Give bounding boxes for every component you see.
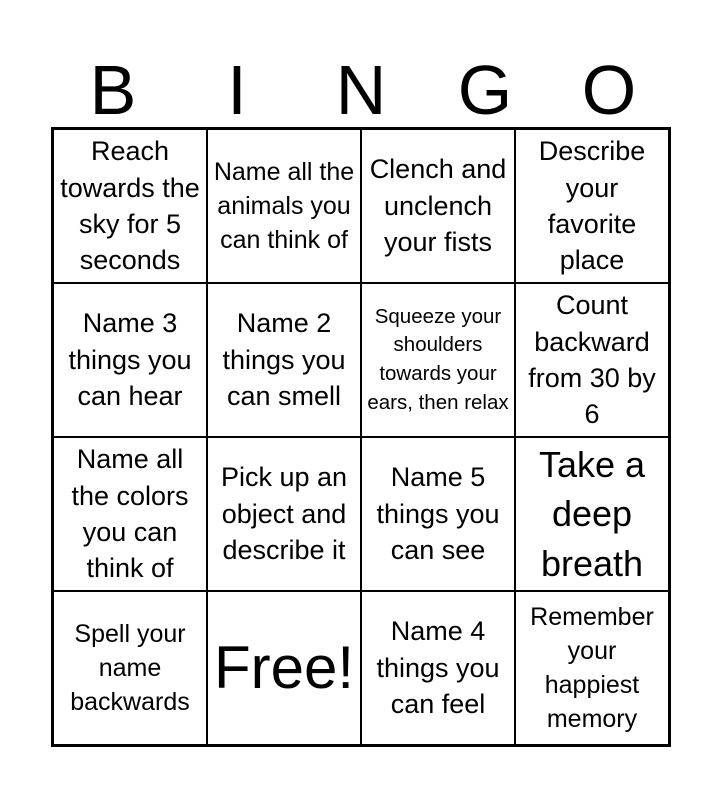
bingo-cell: Reach towards the sky for 5 seconds bbox=[53, 129, 207, 283]
bingo-header bbox=[51, 52, 671, 128]
header-letter-g: G bbox=[457, 51, 513, 129]
bingo-cell: Name all the animals you can think of bbox=[207, 129, 361, 283]
bingo-cell: Spell your name backwards bbox=[53, 591, 207, 745]
bingo-board bbox=[51, 127, 671, 747]
bingo-cell: Take a deep breath bbox=[515, 437, 669, 591]
bingo-cell: Pick up an object and describe it bbox=[207, 437, 361, 591]
bingo-cell: Clench and unclench your fists bbox=[361, 129, 515, 283]
bingo-cell: Describe your favorite place bbox=[515, 129, 669, 283]
free-space: Free! bbox=[207, 591, 361, 745]
bingo-cell: Name 5 things you can see bbox=[361, 437, 515, 591]
bingo-cell: Remember your happiest memory bbox=[515, 591, 669, 745]
bingo-cell: Squeeze your shoulders towards your ears, then relax bbox=[361, 283, 515, 437]
bingo-cell: Name all the colors you can think of bbox=[53, 437, 207, 591]
header-letter-o: O bbox=[581, 51, 637, 129]
bingo-cell: Name 3 things you can hear bbox=[53, 283, 207, 437]
header-letter-n: N bbox=[335, 51, 387, 129]
bingo-cell: Name 2 things you can smell bbox=[207, 283, 361, 437]
bingo-cell: Name 4 things you can feel bbox=[361, 591, 515, 745]
bingo-cell: Count backward from 30 by 6 bbox=[515, 283, 669, 437]
header-letter-i: I bbox=[227, 51, 247, 129]
header-letter-b: B bbox=[89, 51, 137, 129]
